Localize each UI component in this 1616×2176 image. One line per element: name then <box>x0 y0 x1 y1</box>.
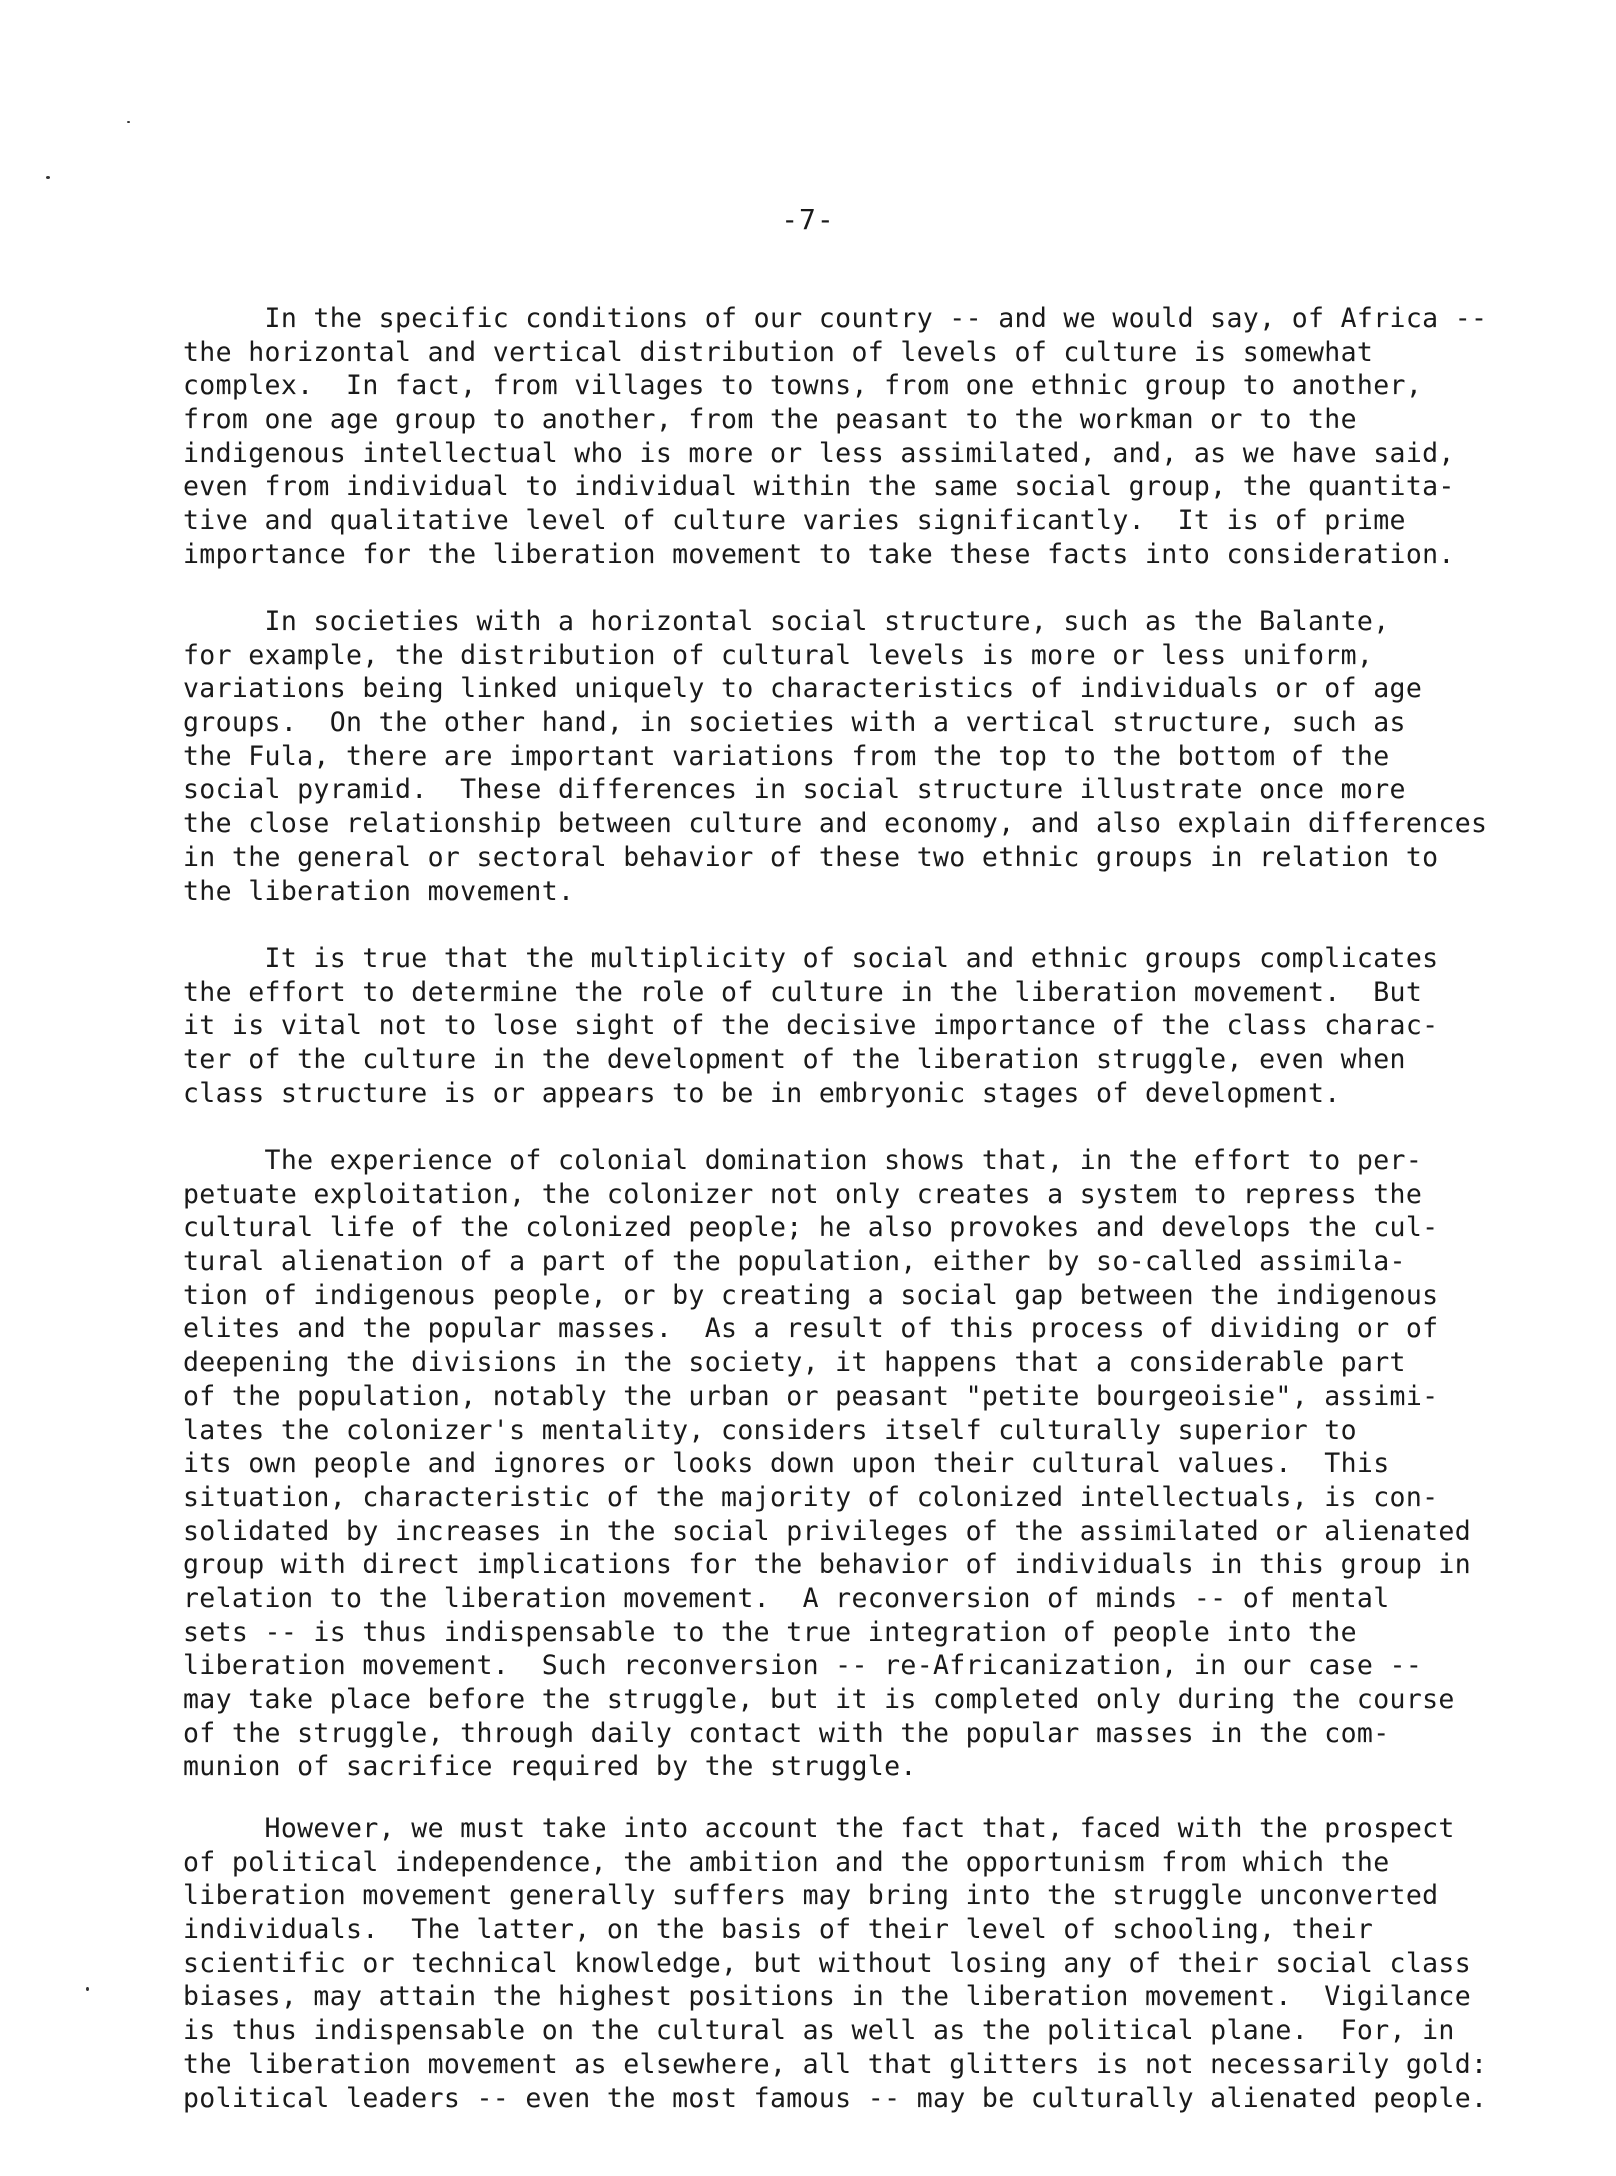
text-line: tive and qualitative level of culture varies significantly. It is of prime <box>183 505 1406 537</box>
text-line: tural alienation of a part of the population, either by so-called assimila- <box>183 1246 1406 1278</box>
text-line: of the population, notably the urban or peasant "petite bourgeoisie", assimi- <box>183 1380 1439 1412</box>
text-line: The experience of colonial domination shows that, in the effort to per- <box>183 1145 1423 1176</box>
text-line: situation, characteristic of the majority of colonized intellectuals, is con- <box>183 1481 1439 1513</box>
text-line: In societies with a horizontal social structure, such as the Balante, <box>183 606 1390 637</box>
paragraph-3 <box>183 942 1523 1110</box>
text-line: the liberation movement as elsewhere, all that glitters is not necessarily gold: <box>183 2048 1488 2080</box>
text-line: liberation movement generally suffers may bring into the struggle unconverted <box>183 1880 1439 1912</box>
text-line: individuals. The latter, on the basis of their level of schooling, their <box>183 1914 1374 1946</box>
text-line: the liberation movement. <box>183 875 575 907</box>
text-line: ter of the culture in the development of the liberation struggle, even when <box>183 1044 1406 1076</box>
text-line: group with direct implications for the behavior of individuals in this group in <box>183 1549 1472 1581</box>
text-line: However, we must take into account the fact that, faced with the prospect <box>183 1813 1455 1844</box>
text-line: the close relationship between culture and economy, and also explain differences <box>183 808 1488 840</box>
text-line: It is true that the multiplicity of social and ethnic groups complicates <box>183 943 1439 974</box>
scan-speck <box>127 121 130 123</box>
text-line: in the general or sectoral behavior of these two ethnic groups in relation to <box>183 841 1439 873</box>
text-line: for example, the distribution of cultural levels is more or less uniform, <box>183 639 1374 671</box>
text-line: indigenous intellectual who is more or less assimilated, and, as we have said, <box>183 437 1455 469</box>
text-line: may take place before the struggle, but it is completed only during the course <box>183 1684 1455 1715</box>
text-line: cultural life of the colonized people; he also provokes and develops the cul- <box>183 1212 1439 1244</box>
text-line: solidated by increases in the social privileges of the assimilated or alienated <box>183 1515 1472 1547</box>
text-line: the horizontal and vertical distribution of levels of culture is somewhat <box>183 336 1374 368</box>
text-line: even from individual to individual within the same social group, the quantita- <box>183 471 1455 503</box>
text-line: social pyramid. These differences in social structure illustrate once more <box>183 774 1406 806</box>
text-line: relation to the liberation movement. A reconversion of minds -- of mental <box>183 1582 1390 1614</box>
paragraph-1 <box>183 302 1523 572</box>
text-line: elites and the popular masses. As a result of this process of dividing or of <box>183 1313 1439 1345</box>
text-line: biases, may attain the highest positions in the liberation movement. Vigilance <box>183 1981 1472 2013</box>
text-line: class structure is or appears to be in embryonic stages of development. <box>183 1077 1341 1109</box>
text-line: the effort to determine the role of culture in the liberation movement. But <box>183 976 1423 1008</box>
text-line: from one age group to another, from the peasant to the workman or to the <box>183 404 1357 436</box>
text-line: deepening the divisions in the society, it happens that a considerable part <box>183 1347 1406 1379</box>
text-line: tion of indigenous people, or by creating a social gap between the indigenous <box>183 1279 1439 1311</box>
scan-speck <box>86 1987 89 1991</box>
text-line: the Fula, there are important variations from the top to the bottom of the <box>183 740 1390 772</box>
text-line: groups. On the other hand, in societies with a vertical structure, such as <box>183 707 1406 739</box>
text-line: In the specific conditions of our country -- and we would say, of Africa -- <box>183 303 1488 334</box>
text-line: complex. In fact, from villages to towns, from one ethnic group to another, <box>183 370 1423 402</box>
text-line: sets -- is thus indispensable to the true integration of people into the <box>183 1616 1357 1648</box>
page-number: -7- <box>781 203 835 236</box>
scan-speck <box>46 176 50 179</box>
text-line: of the struggle, through daily contact with the popular masses in the com- <box>183 1717 1390 1749</box>
text-line: is thus indispensable on the cultural as well as the political plane. For, in <box>183 2015 1455 2047</box>
paragraph-4 <box>183 1144 1523 1784</box>
text-line: of political independence, the ambition and the opportunism from which the <box>183 1846 1390 1878</box>
text-line: scientific or technical knowledge, but without losing any of their social class <box>183 1947 1472 1979</box>
text-line: political leaders -- even the most famous -- may be culturally alienated people. <box>183 2082 1488 2114</box>
text-line: its own people and ignores or looks down upon their cultural values. This <box>183 1448 1390 1480</box>
text-line: it is vital not to lose sight of the decisive importance of the class charac- <box>183 1010 1439 1042</box>
text-line: munion of sacrifice required by the struggle. <box>183 1751 917 1783</box>
paragraph-5 <box>183 1812 1523 2115</box>
text-line: importance for the liberation movement to take these facts into consideration. <box>183 538 1455 570</box>
text-line: variations being linked uniquely to characteristics of individuals or of age <box>183 673 1423 705</box>
text-line: lates the colonizer's mentality, considers itself culturally superior to <box>183 1414 1357 1446</box>
text-line: liberation movement. Such reconversion -- re-Africanization, in our case -- <box>183 1650 1423 1682</box>
text-line: petuate exploitation, the colonizer not only creates a system to repress the <box>183 1178 1423 1210</box>
paragraph-2 <box>183 605 1523 908</box>
